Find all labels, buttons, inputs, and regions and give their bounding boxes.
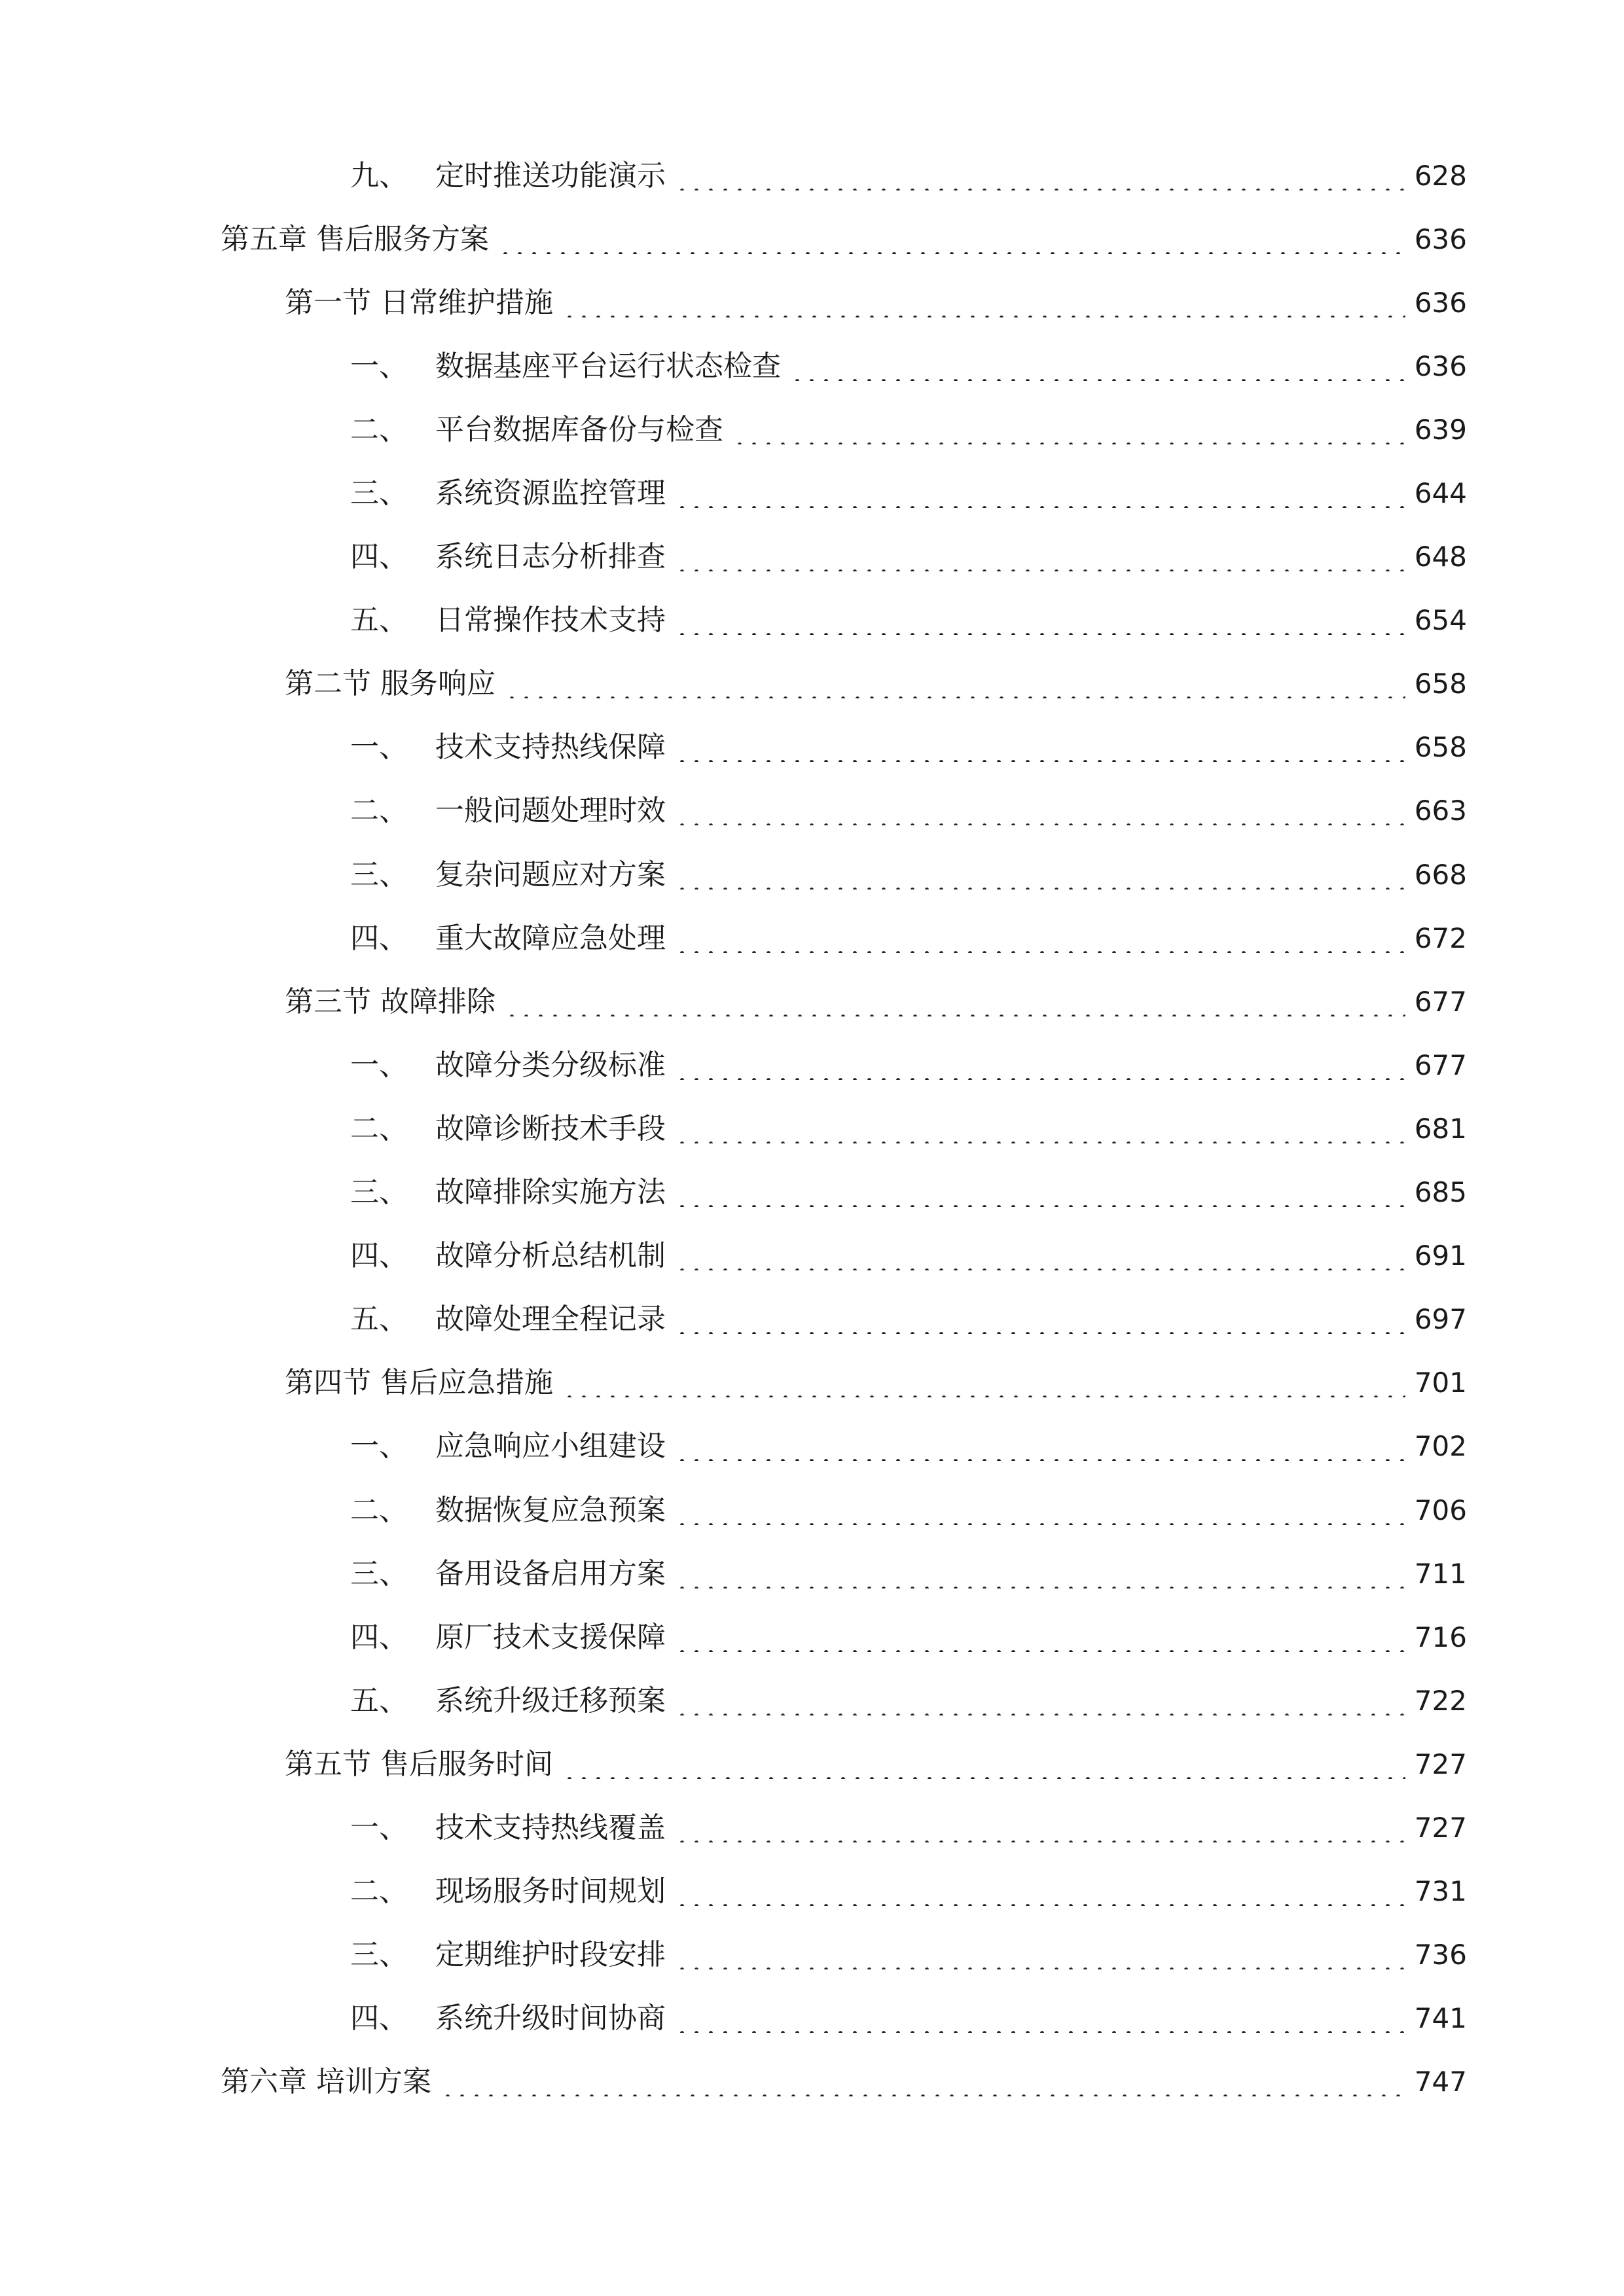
toc-entry-title: 现场服务时间规划 (435, 1874, 666, 1909)
dot-leader (675, 1051, 1405, 1080)
toc-entry-title: 第一节 日常维护措施 (285, 285, 553, 319)
dot-leader (505, 670, 1405, 698)
toc-entry-title: 第四节 售后应急措施 (285, 1366, 553, 1400)
toc-entry-label (350, 1111, 666, 1145)
dot-leader (675, 861, 1405, 889)
toc-entry[interactable] (0, 1352, 1624, 1415)
toc-entry-label (285, 1747, 553, 1781)
toc-entry-title: 第六章 培训方案 (221, 2065, 431, 2099)
toc-entry-number: 二、 (350, 1493, 408, 1527)
toc-entry-label (350, 1556, 666, 1590)
toc-entry[interactable] (0, 716, 1624, 780)
toc-entry-label (350, 1048, 666, 1082)
toc-entry-page-number: 727 (1414, 1748, 1467, 1780)
toc-entry-label (350, 1302, 666, 1336)
dot-leader (675, 1623, 1405, 1652)
toc-entry-page-number: 668 (1414, 858, 1467, 891)
toc-entry-title: 一般问题处理时效 (435, 794, 666, 828)
dot-leader (675, 2004, 1405, 2033)
dot-leader (675, 797, 1405, 825)
toc-entry-label (350, 1239, 666, 1273)
toc-entry[interactable] (0, 1732, 1624, 1796)
toc-entry-page-number: 677 (1414, 985, 1467, 1018)
dot-leader (562, 1750, 1405, 1779)
toc-entry-title: 技术支持热线保障 (435, 730, 666, 764)
dot-leader (675, 606, 1405, 635)
toc-entry-page-number: 636 (1414, 350, 1467, 382)
toc-entry-number: 五、 (350, 1302, 408, 1336)
toc-entry-page-number: 628 (1414, 159, 1467, 192)
dot-leader (505, 988, 1405, 1016)
toc-entry-title: 故障排除实施方法 (435, 1175, 666, 1210)
toc-entry-title: 第五节 售后服务时间 (285, 1747, 553, 1781)
toc-entry-page-number: 648 (1414, 541, 1467, 573)
toc-entry-label (221, 2065, 431, 2099)
toc-entry-title: 重大故障应急处理 (435, 921, 666, 955)
dot-leader (675, 1687, 1405, 1715)
toc-entry[interactable] (0, 144, 1624, 207)
toc-entry-title: 第五章 售后服务方案 (221, 222, 489, 256)
dot-leader (675, 162, 1405, 190)
toc-entry-title: 日常操作技术支持 (435, 603, 666, 637)
toc-entry-label (350, 1938, 666, 1972)
toc-entry-number: 三、 (350, 857, 408, 891)
dot-leader (675, 1242, 1405, 1270)
toc-entry-label (285, 984, 496, 1018)
dot-leader (675, 1305, 1405, 1334)
toc-entry-page-number: 663 (1414, 795, 1467, 827)
toc-entry-label (285, 285, 553, 319)
toc-entry-label (350, 1493, 666, 1527)
dot-leader (675, 924, 1405, 953)
toc-entry-title: 应急响应小组建设 (435, 1429, 666, 1463)
toc-entry-label (350, 1683, 666, 1717)
dot-leader (675, 1178, 1405, 1207)
toc-entry-title: 定时推送功能演示 (435, 158, 666, 192)
toc-entry-label (350, 1429, 666, 1463)
dot-leader (498, 225, 1405, 254)
toc-entry-page-number: 741 (1414, 2002, 1467, 2035)
dot-leader (675, 1115, 1405, 1143)
toc-entry[interactable] (0, 1288, 1624, 1352)
toc-entry[interactable] (0, 1542, 1624, 1605)
toc-entry[interactable] (0, 1796, 1624, 1859)
dot-leader (562, 289, 1405, 317)
toc-entry-title: 备用设备启用方案 (435, 1556, 666, 1590)
toc-entry-title: 系统升级时间协商 (435, 2001, 666, 2036)
toc-entry-label (350, 412, 723, 446)
toc-entry-page-number: 658 (1414, 668, 1467, 700)
toc-entry-page-number: 731 (1414, 1875, 1467, 1908)
toc-entry-title: 系统升级迁移预案 (435, 1683, 666, 1717)
toc-entry-number: 三、 (350, 1556, 408, 1590)
dot-leader (675, 1432, 1405, 1461)
toc-entry-number: 五、 (350, 603, 408, 637)
toc-entry[interactable] (0, 1097, 1624, 1160)
toc-entry[interactable] (0, 398, 1624, 461)
toc-entry-number: 一、 (350, 1048, 408, 1082)
toc-entry-label (350, 1620, 666, 1654)
toc-entry-page-number: 685 (1414, 1176, 1467, 1209)
toc-entry-number: 一、 (350, 1810, 408, 1844)
toc-entry-title: 技术支持热线覆盖 (435, 1810, 666, 1844)
toc-entry-number: 二、 (350, 412, 408, 446)
toc-entry[interactable] (0, 461, 1624, 525)
toc-entry-label (350, 349, 781, 383)
toc-entry[interactable] (0, 1479, 1624, 1542)
toc-entry-number: 一、 (350, 730, 408, 764)
table-of-contents (0, 144, 1624, 2114)
toc-entry-number: 三、 (350, 1938, 408, 1972)
toc-entry-number: 二、 (350, 794, 408, 828)
toc-entry-label (350, 857, 666, 891)
toc-entry[interactable] (0, 1033, 1624, 1097)
dot-leader (675, 1877, 1405, 1906)
toc-entry-label (350, 158, 666, 192)
toc-entry[interactable] (0, 1161, 1624, 1225)
toc-entry-label (285, 667, 496, 701)
toc-entry-page-number: 722 (1414, 1684, 1467, 1717)
toc-entry[interactable] (0, 1225, 1624, 1288)
toc-entry-number: 四、 (350, 921, 408, 955)
toc-entry[interactable] (0, 653, 1624, 716)
toc-entry[interactable] (0, 334, 1624, 398)
toc-entry-title: 第三节 故障排除 (285, 984, 496, 1018)
toc-entry-title: 数据基座平台运行状态检查 (435, 349, 781, 383)
toc-entry-title: 定期维护时段安排 (435, 1938, 666, 1972)
dot-leader (675, 543, 1405, 571)
toc-entry-page-number: 702 (1414, 1430, 1467, 1463)
toc-entry-number: 五、 (350, 1683, 408, 1717)
dot-leader (675, 1496, 1405, 1525)
toc-entry[interactable] (0, 1924, 1624, 1987)
toc-entry-label (350, 1175, 666, 1210)
toc-entry[interactable] (0, 970, 1624, 1033)
toc-entry-label (350, 2001, 666, 2036)
toc-entry-page-number: 677 (1414, 1049, 1467, 1081)
toc-entry-number: 四、 (350, 540, 408, 574)
toc-entry[interactable] (0, 1987, 1624, 2051)
toc-entry-page-number: 644 (1414, 477, 1467, 510)
toc-entry-number: 一、 (350, 349, 408, 383)
dot-leader (562, 1369, 1405, 1397)
toc-entry-number: 二、 (350, 1111, 408, 1145)
toc-entry-label (350, 603, 666, 637)
toc-entry[interactable] (0, 1669, 1624, 1732)
toc-entry[interactable] (0, 843, 1624, 906)
dot-leader (732, 416, 1405, 444)
toc-entry-page-number: 736 (1414, 1939, 1467, 1971)
toc-entry-number: 三、 (350, 476, 408, 511)
toc-entry[interactable] (0, 1860, 1624, 1924)
dot-leader (790, 352, 1405, 381)
toc-entry-title: 数据恢复应急预案 (435, 1493, 666, 1527)
toc-entry[interactable] (0, 271, 1624, 334)
toc-entry-title: 故障处理全程记录 (435, 1302, 666, 1336)
toc-entry-title: 复杂问题应对方案 (435, 857, 666, 891)
toc-entry-page-number: 747 (1414, 2066, 1467, 2098)
toc-entry-label (350, 540, 666, 574)
toc-entry-page-number: 697 (1414, 1303, 1467, 1336)
toc-entry-label (221, 222, 489, 256)
toc-entry-title: 系统资源监控管理 (435, 476, 666, 511)
toc-entry[interactable] (0, 589, 1624, 653)
toc-entry-page-number: 691 (1414, 1240, 1467, 1272)
toc-entry-page-number: 658 (1414, 731, 1467, 764)
toc-entry-page-number: 672 (1414, 922, 1467, 954)
toc-entry-page-number: 636 (1414, 223, 1467, 255)
dot-leader (441, 2068, 1405, 2096)
toc-entry-label (350, 1874, 666, 1909)
toc-entry-number: 四、 (350, 2001, 408, 2036)
toc-entry-number: 四、 (350, 1239, 408, 1273)
toc-entry-label (350, 794, 666, 828)
dot-leader (675, 1560, 1405, 1588)
toc-entry-label (350, 730, 666, 764)
toc-entry-page-number: 701 (1414, 1367, 1467, 1399)
toc-entry-label (285, 1366, 553, 1400)
dot-leader (675, 479, 1405, 508)
toc-entry-page-number: 716 (1414, 1621, 1467, 1653)
toc-entry-number: 四、 (350, 1620, 408, 1654)
toc-entry[interactable] (0, 526, 1624, 589)
toc-entry-page-number: 654 (1414, 604, 1467, 637)
dot-leader (675, 1941, 1405, 1969)
toc-entry-number: 二、 (350, 1874, 408, 1909)
toc-entry-page-number: 711 (1414, 1557, 1467, 1590)
toc-entry-title: 故障分类分级标准 (435, 1048, 666, 1082)
toc-entry-page-number: 681 (1414, 1112, 1467, 1145)
toc-entry-number: 三、 (350, 1175, 408, 1210)
toc-entry[interactable] (0, 780, 1624, 843)
toc-entry[interactable] (0, 2051, 1624, 2114)
toc-entry-title: 系统日志分析排查 (435, 540, 666, 574)
toc-entry-label (350, 921, 666, 955)
dot-leader (675, 733, 1405, 762)
toc-entry-label (350, 476, 666, 511)
toc-entry-number: 一、 (350, 1429, 408, 1463)
toc-entry[interactable] (0, 1605, 1624, 1669)
toc-entry[interactable] (0, 1415, 1624, 1479)
toc-entry-title: 原厂技术支援保障 (435, 1620, 666, 1654)
toc-entry-page-number: 727 (1414, 1811, 1467, 1844)
toc-entry-page-number: 639 (1414, 413, 1467, 446)
toc-entry[interactable] (0, 906, 1624, 970)
toc-entry-title: 第二节 服务响应 (285, 667, 496, 701)
toc-entry-label (350, 1810, 666, 1844)
toc-entry-title: 故障诊断技术手段 (435, 1111, 666, 1145)
toc-entry-page-number: 706 (1414, 1494, 1467, 1526)
toc-entry-number: 九、 (350, 158, 408, 192)
toc-entry-title: 故障分析总结机制 (435, 1239, 666, 1273)
toc-entry[interactable] (0, 207, 1624, 271)
toc-entry-title: 平台数据库备份与检查 (435, 412, 723, 446)
dot-leader (675, 1814, 1405, 1842)
toc-entry-page-number: 636 (1414, 286, 1467, 319)
